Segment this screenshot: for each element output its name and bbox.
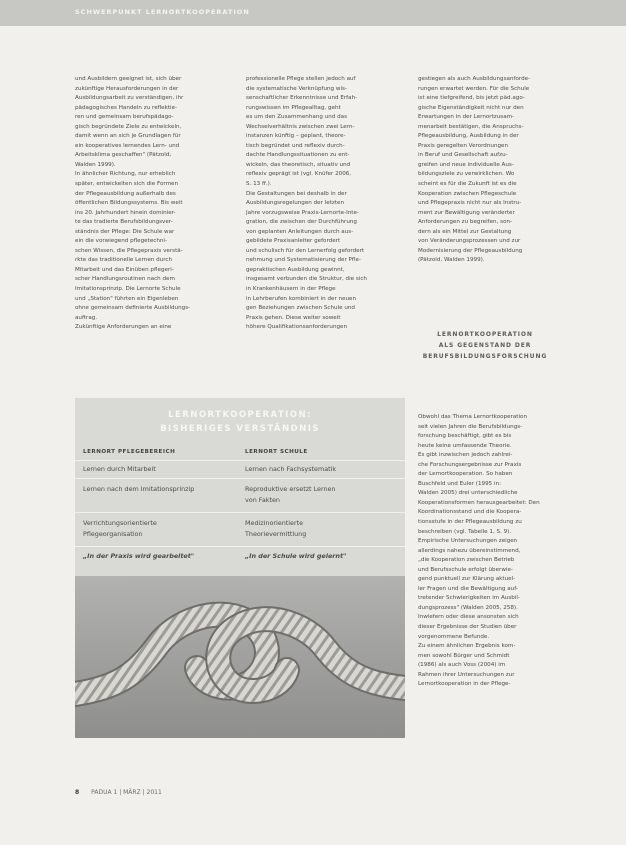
- issue-label: PADUA 1 | MÄRZ | 2011: [91, 789, 162, 796]
- text-line: allerdings nahezu übereinstimmend,: [418, 547, 521, 554]
- text-line: Mitarbeit und das Einüben pflegeri-: [75, 266, 174, 273]
- text-line: gisch begründete Ziele zu entwickeln,: [75, 123, 182, 130]
- text-line: Kooperationsformen herausgearbeitet: Den: [418, 499, 540, 506]
- text-line: „die Kooperation zwischen Betrieb: [418, 557, 515, 564]
- text-line: höhere Qualifikationsanforderungen: [246, 324, 348, 331]
- text-line: gebildete Praxisanleiter gefordert: [246, 238, 341, 245]
- text-line: Empirische Untersuchungen zeigen: [418, 538, 518, 545]
- text-line: von geplanten Anleitungen durch aus-: [246, 228, 354, 235]
- text-line: heute keine umfassende Theorie.: [418, 442, 512, 449]
- text-line: wickeln, das theoretisch, situativ und: [246, 161, 351, 168]
- text-line: in Lehrberufen kombiniert in der neuen: [246, 295, 357, 302]
- text-line: gepraktischen Ausbildung gewinnt,: [246, 266, 345, 273]
- text-line: Rahmen ihrer Untersuchungen zur: [418, 671, 515, 678]
- text-line: senschaftlicher Erkenntnisse und Erfah-: [246, 95, 358, 102]
- text-line: ins 20. Jahrhundert hinein dominier-: [75, 209, 176, 216]
- text-line: in Beruf und Gesellschaft aufzu-: [418, 152, 508, 159]
- info-box: [75, 398, 405, 576]
- text-line: tionsstufe in der Pflegeausbildung zu: [418, 519, 522, 526]
- text-line: Jahre vorzugsweise Praxis-Lernorte-Inte-: [246, 209, 359, 216]
- text-line: Es gibt inzwischen jedoch zahlrei-: [418, 452, 513, 459]
- table-cell: „In der Schule wird gelernt": [245, 552, 347, 560]
- text-line: von Veränderungsprozessen und zur: [418, 238, 521, 245]
- table-cell: Lernen durch Mitarbeit: [83, 465, 156, 473]
- text-line: beschreiben (vgl. Tabelle 1, S. 9).: [418, 528, 512, 535]
- section-heading-line: LERNORTKOOPERATION: [437, 331, 533, 338]
- text-line: (1986) als auch Voss (2004) im: [418, 662, 506, 669]
- text-line: rungen erwartet werden. Für die Schule: [418, 85, 530, 92]
- text-line: in Krankenhäusern in der Pflege: [246, 286, 336, 293]
- text-line: professionelle Pflege stellen jedoch auf: [246, 76, 356, 82]
- text-line: pädagogisches Handeln zu reflektie-: [75, 104, 178, 111]
- text-line: nehmung und Systematisierung der Pfle-: [246, 257, 361, 264]
- text-line: rkte das traditionelle Lernen durch: [75, 257, 172, 264]
- table-cell: Medizinorientierte: [245, 519, 304, 527]
- text-line: ler Fragen und die Bewältigung auf-: [418, 585, 518, 592]
- text-line: Erwartungen in der Lernortzusam-: [418, 114, 515, 121]
- text-line: Buschfeld und Euler (1995 in:: [418, 480, 501, 487]
- text-line: und „Station" führten ein Eigenleben: [75, 295, 179, 302]
- text-line: dachte Handlungssituationen zu ent-: [246, 152, 350, 159]
- text-line: Pflegeausbildung, Ausbildung in der: [418, 133, 519, 140]
- text-line: der Lernortkooperation. So haben: [418, 471, 513, 478]
- text-line: ein kooperatives lernendes Lern- und: [75, 142, 180, 149]
- text-line: ist eine tiefgreifend, bis jetzt päd.ago-: [418, 95, 525, 102]
- text-line: dungsprozess" (Walden 2005, 258).: [418, 604, 518, 611]
- text-line: gische Eigenständigkeit nicht nur den: [418, 104, 524, 111]
- text-line: ein die vorwiegend pflegetechni-: [75, 238, 167, 245]
- text-line: (Pätzold, Walden 1999).: [418, 257, 485, 264]
- text-line: Lernortkooperation in der Pflege-: [418, 681, 511, 688]
- text-line: men sowohl Bürger und Schmidt: [418, 652, 510, 659]
- section-heading: [418, 329, 552, 362]
- info-box-title-line: LERNORTKOOPERATION:: [168, 410, 312, 420]
- text-line: che Forschungsergebnisse zur Praxis: [418, 461, 522, 468]
- text-line: menarbeit bestätigen, die Anspruchs-: [418, 123, 524, 130]
- table-row: [75, 460, 405, 479]
- text-line: und Ausbildern geeignet ist, sich über: [75, 76, 182, 82]
- text-line: rungswissen im Pflegealltag, geht: [246, 104, 341, 111]
- section-heading-line: ALS GEGENSTAND DER: [438, 342, 532, 349]
- text-line: seit vielen Jahren die Berufsbildungs-: [418, 423, 523, 430]
- text-line: forschung beschäftigt, gibt es bis: [418, 433, 512, 440]
- text-line: Ausbildungsregelungen der letzten: [246, 200, 344, 207]
- table-cell: Verrichtungsorientierte: [83, 519, 157, 527]
- text-line: und Berufsschule erfolgt überwie-: [418, 566, 513, 573]
- text-line: die systematische Verknüpfung wis-: [246, 85, 347, 92]
- text-column-3: [418, 75, 552, 315]
- text-line: ohne gemeinsam definierte Ausbildungs-: [75, 305, 191, 312]
- info-box-title-line: BISHERIGES VERSTÄNDNIS: [160, 424, 320, 434]
- column-header-schule: LERNORT SCHULE: [245, 449, 308, 455]
- page-footer: [75, 789, 162, 796]
- text-line: instanzen künftig – geplant, theore-: [246, 133, 346, 140]
- table-cell: Lernen nach dem Imitationsprinzip: [83, 485, 195, 493]
- text-line: Ausbildungsarbeit zu verständigen, ihr: [75, 95, 184, 102]
- text-line: tisch begründet und reflexiv durch-: [246, 142, 345, 149]
- text-line: später, entwickelten sich die Formen: [75, 181, 179, 188]
- text-line: Praxis gehen. Diese weiter soweit: [246, 314, 341, 321]
- text-line: dern als ein Mittel zur Gestaltung: [418, 228, 512, 235]
- text-line: ren und gemeinsam berufspädago-: [75, 114, 174, 121]
- text-line: reflexiv geprägt ist (vgl. Knüfer 2006,: [246, 171, 352, 178]
- text-line: es um den Zusammenhang und das: [246, 114, 347, 121]
- text-column-3-continued: [418, 413, 552, 743]
- rope-knot-photo: [75, 576, 405, 738]
- text-column-1: [75, 75, 233, 393]
- info-box-title: [75, 408, 405, 436]
- table-cell: von Fakten: [245, 496, 280, 504]
- text-line: schen Wissen, die Pflegepraxis verstä-: [75, 247, 183, 254]
- text-line: Arbeitsklima geschaffen" (Pätzold,: [75, 152, 172, 159]
- text-line: S. 13 ff.).: [246, 181, 272, 188]
- table-row: [75, 478, 405, 513]
- text-line: damit wenn an sich je Grundlagen für: [75, 133, 181, 140]
- text-line: tretender Schwierigkeiten im Ausbil-: [418, 595, 520, 602]
- text-line: Praxis geregelten Verordnungen: [418, 142, 509, 149]
- table-row: [75, 546, 405, 569]
- text-line: gration, die zwischen der Durchführung: [246, 219, 357, 226]
- text-line: Obwohl das Thema Lernortkooperation: [418, 414, 527, 420]
- rope-knot-illustration: [75, 576, 405, 738]
- text-line: der Pflegeausbildung außerhalb des: [75, 190, 176, 197]
- section-heading-line: BERUFSBILDUNGSFORSCHUNG: [422, 353, 548, 360]
- text-line: Die Gestaltungen bei deshalb in der: [246, 190, 347, 197]
- section-header-title: SCHWERPUNKT LERNORTKOOPERATION: [75, 8, 250, 16]
- text-line: vorgenommene Befunde.: [418, 633, 490, 640]
- text-line: und schulisch für den Lernerfolg gefordert: [246, 247, 365, 254]
- text-line: gen Beziehungen zwischen Schule und: [246, 305, 355, 312]
- text-line: zukünftige Herausforderungen in der: [75, 85, 179, 92]
- text-line: Walden 2005) drei unterschiedliche: [418, 490, 518, 497]
- text-line: dieser Ergebnisse der Studien über: [418, 624, 517, 631]
- text-line: bildungsziele zu verwirklichen. Wo: [418, 171, 515, 178]
- text-line: Koordinationsstand und die Koopera-: [418, 509, 522, 516]
- text-line: auftrag.: [75, 314, 98, 321]
- text-line: ständnis der Pflege: Die Schule war: [75, 228, 175, 235]
- header-bar: [0, 0, 626, 26]
- text-line: Anforderungen zu begreifen, son-: [418, 219, 513, 226]
- text-line: Zu einem ähnlichen Ergebnis kom-: [418, 643, 516, 650]
- table-cell: Theorievermittlung: [245, 530, 307, 538]
- table-cell: Lernen nach Fachsystematik: [245, 465, 337, 473]
- text-line: Kooperation zwischen Pflegeschule: [418, 190, 517, 197]
- text-line: Walden 1999).: [75, 161, 116, 168]
- table-cell: Pflegeorganisation: [83, 530, 143, 538]
- table-cell: Reproduktive ersetzt Lernen: [245, 485, 336, 493]
- text-line: gend punktuell zur Klärung aktuel-: [418, 576, 516, 583]
- column-header-pflegebereich: LERNORT PFLEGEBEREICH: [83, 449, 176, 455]
- text-line: te das tradierte Berufsbildungsver-: [75, 219, 173, 226]
- text-column-2: [246, 75, 405, 393]
- text-line: greifen und neue individuelle Aus-: [418, 161, 514, 168]
- text-line: In ähnlicher Richtung, nur erheblich: [75, 171, 176, 178]
- page-number: 8: [75, 789, 80, 796]
- table-cell: „In der Praxis wird gearbeitet": [83, 552, 195, 560]
- text-line: Modernisierung der Pflegeausbildung: [418, 247, 523, 254]
- text-line: öffentlichen Bildungssystems. Bis weit: [75, 200, 183, 207]
- table-row: [75, 512, 405, 547]
- text-line: Inwiefern oder diese ansonsten sich: [418, 614, 519, 621]
- text-line: Imitationsprinzip. Die Lernorte Schule: [75, 286, 181, 293]
- text-line: Wechselverhältnis zwischen zwei Lern-: [246, 123, 355, 130]
- text-line: gestiegen als auch Ausbildungsanforde-: [418, 76, 531, 82]
- text-line: und Pflegepraxis nicht nur als Instru-: [418, 200, 522, 207]
- text-line: Zukünftige Anforderungen an eine: [75, 324, 172, 331]
- text-line: ment zur Bewältigung veränderter: [418, 209, 515, 216]
- text-line: scher Handlungsroutinen nach dem: [75, 276, 175, 283]
- text-line: scheint es für die Zukunft ist es die: [418, 181, 517, 188]
- text-line: insgesamt verbunden die Struktur, die sich: [246, 276, 367, 283]
